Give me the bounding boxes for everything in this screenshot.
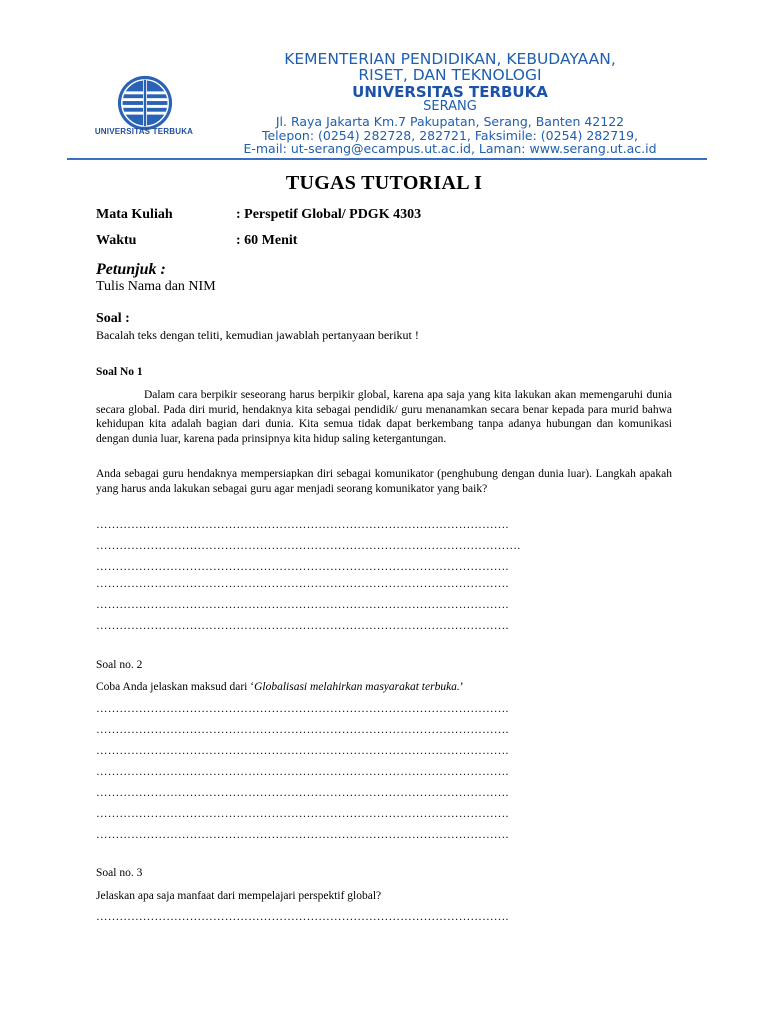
instructions-text: Tulis Nama dan NIM bbox=[96, 279, 216, 294]
answer-line[interactable]: ……………………………………………………………………………………………. bbox=[96, 766, 509, 778]
question-3-title: Soal no. 3 bbox=[96, 867, 143, 879]
question-1-title: Soal No 1 bbox=[96, 366, 143, 378]
logo-caption: UNIVERSITAS TERBUKA bbox=[94, 127, 194, 136]
ministry-line-2: RISET, DAN TEKNOLOGI bbox=[358, 66, 542, 84]
questions-heading: Soal : bbox=[96, 311, 130, 326]
answer-line[interactable]: ……………………………………………………………………………………………. bbox=[96, 599, 509, 611]
answer-line[interactable]: ……………………………………………………………………………………………. bbox=[96, 745, 509, 757]
answer-line[interactable]: ……………………………………………………………………………………………. bbox=[96, 519, 509, 531]
instructions-heading: Petunjuk : bbox=[96, 261, 166, 278]
answer-line[interactable]: ……………………………………………………………………………………………. bbox=[96, 808, 509, 820]
phone-line: Telepon: (0254) 282728, 282721, Faksimile: (0254) 282719, bbox=[261, 128, 639, 143]
question-2-prompt: Coba Anda jelaskan maksud dari ‘Globalisasi melahirkan masyarakat terbuka.’ bbox=[96, 681, 464, 693]
time-label: Waktu bbox=[96, 233, 137, 248]
campus-name: SERANG bbox=[423, 99, 477, 114]
answer-line[interactable]: ……………………………………………………………………………………………. bbox=[96, 787, 509, 799]
email-line: E-mail: ut-serang@ecampus.ut.ac.id, Laman: www.serang.ut.ac.id bbox=[243, 141, 657, 156]
ministry-line-1: KEMENTERIAN PENDIDIKAN, KEBUDAYAAN, bbox=[284, 50, 616, 68]
course-label: Mata Kuliah bbox=[96, 207, 173, 222]
university-logo bbox=[116, 74, 174, 132]
answer-line[interactable]: ……………………………………………………………………………………………. bbox=[96, 561, 509, 573]
answer-line[interactable]: ………………………………………………………………………………………………. bbox=[96, 540, 521, 552]
address-line: Jl. Raya Jakarta Km.7 Pakupatan, Serang, Banten 42122 bbox=[275, 114, 625, 129]
questions-instruction: Bacalah teks dengan teliti, kemudian jawablah pertanyaan berikut ! bbox=[96, 328, 419, 342]
letterhead-divider bbox=[67, 158, 707, 160]
document-title: TUGAS TUTORIAL I bbox=[285, 172, 483, 194]
question-3-prompt: Jelaskan apa saja manfaat dari mempelajari perspektif global? bbox=[96, 890, 382, 902]
course-value: : Perspetif Global/ PDGK 4303 bbox=[236, 207, 422, 222]
question-2-title: Soal no. 2 bbox=[96, 659, 143, 671]
question-1-passage: Dalam cara berpikir seseorang harus berpikir global, karena apa saja yang kita lakukan akan memengaruhi dunia secara global. Pada diri murid, hendaknya kita sebagai pendidik/ guru menanamkan secara benar kepada para murid bahwa kehidupan kita adalah bagian dari dunia. Kita semua tidak dapat berkembang tanpa adanya hubungan dan komunikasi dengan dunia luar, karena pada prinsipnya kita hidup saling ketergantungan. bbox=[96, 389, 672, 445]
time-value: : 60 Menit bbox=[236, 233, 298, 248]
answer-line[interactable]: ……………………………………………………………………………………………. bbox=[96, 703, 509, 715]
answer-line[interactable]: ……………………………………………………………………………………………. bbox=[96, 578, 509, 590]
university-name: UNIVERSITAS TERBUKA bbox=[352, 83, 548, 101]
answer-line[interactable]: ……………………………………………………………………………………………. bbox=[96, 620, 509, 632]
answer-line[interactable]: ……………………………………………………………………………………………. bbox=[96, 829, 509, 841]
answer-line[interactable]: ……………………………………………………………………………………………. bbox=[96, 911, 509, 923]
answer-line[interactable]: ……………………………………………………………………………………………. bbox=[96, 724, 509, 736]
question-1-prompt: Anda sebagai guru hendaknya mempersiapkan diri sebagai komunikator (penghubung dengan dunia luar). Langkah apakah yang harus anda lakukan sebagai guru agar menjadi seorang komunikator yang baik? bbox=[96, 468, 672, 495]
